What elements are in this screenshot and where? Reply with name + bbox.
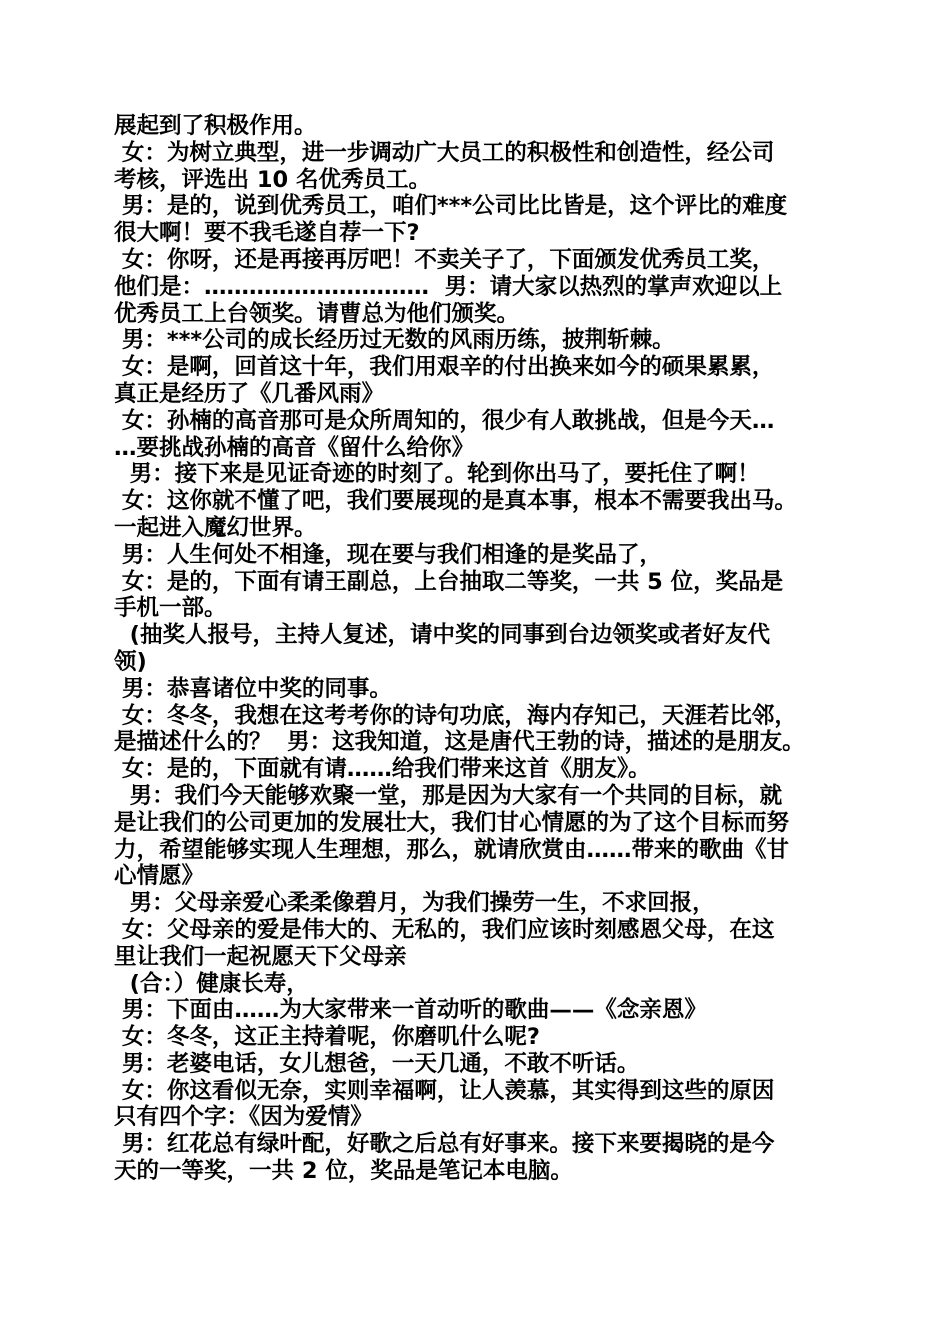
text-line: 考核，评选出 10 名优秀员工。 [114,166,431,193]
text-line: 女：你呀，还是再接再厉吧！不卖关子了，下面颁发优秀员工奖， [114,246,775,273]
text-line: 力，希望能够实现人生理想，那么，就请欣赏由……带来的歌曲《甘 [114,836,790,863]
text-line: 女：冬冬，我想在这考考你的诗句功底，海内存知己，天涯若比邻， [114,702,797,729]
text-line: 女：这你就不懂了吧，我们要展现的是真本事，根本不需要我出马。 [114,488,797,515]
text-line: (抽奖人报号，主持人复述，请中奖的同事到台边领奖或者好友代 [114,622,770,649]
text-line: 心情愿》 [114,863,205,890]
text-line: 女：是啊，回首这十年，我们用艰辛的付出换来如今的硕果累累， [114,354,775,381]
text-line: 男：红花总有绿叶配，好歌之后总有好事来。接下来要揭晓的是今 [114,1131,775,1158]
text-line: …要挑战孙楠的高音《留什么给你》 [114,434,475,461]
text-line: (合：）健康长寿， [114,970,309,997]
text-line: 优秀员工上台领奖。请曹总为他们颁奖。 [114,300,520,327]
text-line: 女：是的，下面有请王副总，上台抽取二等奖，一共 5 位，奖品是 [114,568,784,595]
text-line: 女：冬冬，这正主持着呢，你磨叽什么呢? [114,1024,540,1051]
text-line: 领) [114,648,147,675]
text-line: 男：老婆电话，女儿想爸，一天几通，不敢不听话。 [114,1050,640,1077]
text-line: 男：恭喜诸位中奖的同事。 [114,675,392,702]
text-line: 男：人生何处不相逢，现在要与我们相逢的是奖品了， [114,541,662,568]
text-line: 男：我们今天能够欢聚一堂，那是因为大家有一个共同的目标，就 [114,782,783,809]
text-line: 女：是的，下面就有请……给我们带来这首《朋友》。 [114,756,651,783]
text-line: 真正是经历了《几番风雨》 [114,380,385,407]
text-line: 女：父母亲的爱是伟大的、无私的，我们应该时刻感恩父母，在这 [114,916,775,943]
text-line: 男：下面由……为大家带来一首动听的歌曲——《念亲恩》 [114,997,707,1024]
text-line: 男：父母亲爱心柔柔像碧月，为我们操劳一生，不求回报， [114,890,715,917]
text-line: 天的一等奖，一共 2 位，奖品是笔记本电脑。 [114,1158,573,1185]
text-line: 手机一部。 [114,595,227,622]
text-line: 是让我们的公司更加的发展壮大，我们甘心情愿的为了这个目标而努 [114,809,790,836]
text-line: 男：是的，说到优秀员工，咱们***公司比比皆是，这个评比的难度 [114,193,788,220]
text-line: 男：***公司的成长经历过无数的风雨历练，披荆斩棘。 [114,327,675,354]
text-line: 女：孙楠的高音那可是众所周知的，很少有人敢挑战，但是今天… [114,407,775,434]
text-line: 只有四个字：《因为爱情》 [114,1104,373,1131]
text-line: 一起进入魔幻世界。 [114,514,317,541]
text-line: 男：接下来是见证奇迹的时刻了。轮到你出马了，要托住了啊！ [114,461,760,488]
text-line: 里让我们一起祝愿天下父母亲 [114,943,407,970]
text-line: 很大啊！要不我毛遂自荐一下? [114,220,420,247]
text-line: 展起到了积极作用。 [114,113,317,139]
document-page [114,113,826,1185]
text-line: 女：为树立典型，进一步调动广大员工的积极性和创造性，经公司 [114,139,775,166]
text-line: 他们是：………………………… 男：请大家以热烈的掌声欢迎以上 [114,273,783,300]
text-line: 是描述什么的？ 男：这我知道，这是唐代王勃的诗，描述的是朋友。 [114,729,805,756]
text-line: 女：你这看似无奈，实则幸福啊，让人羡慕，其实得到这些的原因 [114,1077,775,1104]
